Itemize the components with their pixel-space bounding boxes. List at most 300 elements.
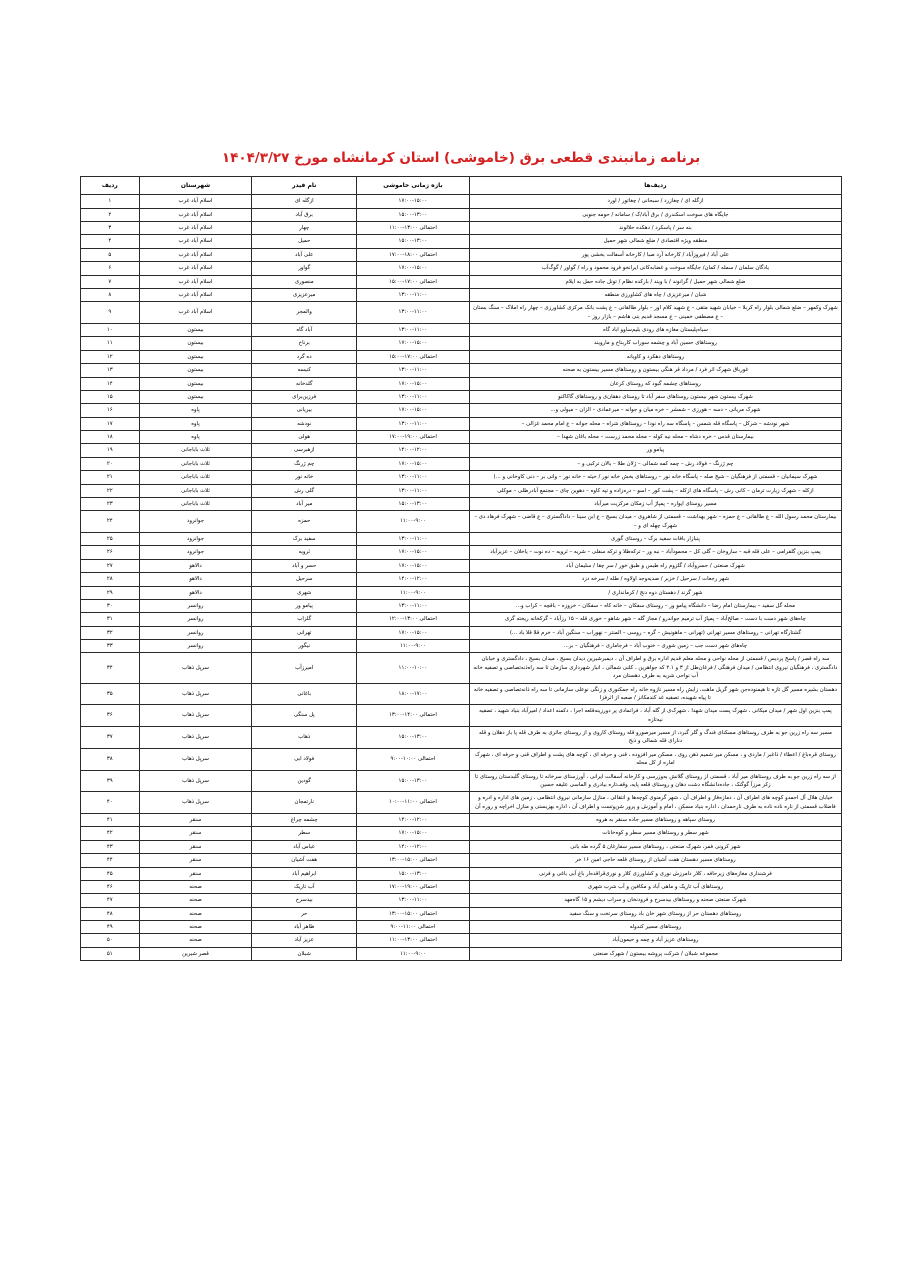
table-header-row (81, 177, 842, 195)
cell-feeder-name: چشمه چراغ (252, 814, 357, 827)
cell-city: بیستون (139, 377, 252, 390)
cell-feeder-name: ظاهر آباد (252, 921, 357, 934)
cell-rows: بیمارستان محمد رسول الله – ع طالقانی – ع حمزه – شهر بهداشت – قسمتی از شاهروی – میدان بسیج – ع ابن سینا – داداگستری – ع قاضی – شهرک فرهاد دی – شهرک چهله ای و – (469, 511, 841, 533)
table-row (81, 431, 842, 444)
cell-feeder-name: عباس آباد (252, 840, 357, 853)
cell-rows: جایگاه های سوخت اسکندری / برق آباد/ک / سامانه / حومه جنوبی (469, 208, 841, 221)
cell-rows: گشتارگاه تهرانی – روستاهای مسیر تهرانی (تهرانی – ماهونیش – گره – روسی – المنتر – نهوراب – سنگین آباد – خرم قلا قلا باد ...) (469, 626, 841, 639)
cell-outage-window: ۱۳:۰۰-۱۱:۰۰ (356, 324, 469, 337)
cell-city: ثلاث باباجانی (139, 484, 252, 497)
cell-index: ۱۷ (81, 417, 140, 430)
cell-city: اسلام آباد غرب (139, 195, 252, 208)
cell-rows: ضلع شمالی شهر حمیل / گرانوند / با ویند / بارکده نظام / تونل جاده حمل به ایلام (469, 275, 841, 288)
cell-city: قصر شیرین (139, 947, 252, 960)
cell-index: ۳۳ (81, 640, 140, 653)
cell-outage-window: ۱۳:۰۰-۱۱:۰۰ (356, 484, 469, 497)
cell-rows: شهرک سیمانیان – قسمتی از فرهنگیان – شیخ صله – پاسگاه خانه نور – روستاهای بخش خانه نور / حیثه – خانه نور – وانی بر – دنی کاوخانی و ...) (469, 471, 841, 484)
table-row (81, 653, 842, 683)
cell-rows: شهر رجعات / سرحیل / خزبر / صدیه‌وجد اولاوه / طله / سرخه دزد (469, 573, 841, 586)
cell-feeder-name: برناخ (252, 337, 357, 350)
cell-feeder-name: منصوری (252, 275, 357, 288)
cell-city: سرپل ذهاب (139, 770, 252, 792)
cell-index: ۷ (81, 275, 140, 288)
cell-index: ۴۳ (81, 840, 140, 853)
cell-feeder-name: کنیسه (252, 364, 357, 377)
cell-rows: شهر کرونی فمر، شهرک صنعتی ، روستاهای مسیر سفارغان ۵ گرده طه بانی (469, 840, 841, 853)
table-row (81, 457, 842, 470)
cell-outage-window: ۱۷:۰۰-۱۵:۰۰ (356, 626, 469, 639)
cell-index: ۲۸ (81, 573, 140, 586)
cell-feeder-name: ابراهیم آباد (252, 867, 357, 880)
cell-index: ۳۲ (81, 626, 140, 639)
cell-rows: روستاهای دهکرد و کاویانه (469, 350, 841, 363)
cell-rows: روستاهای حسین آباد و چشمه سوراب کاربناخ و مارویند (469, 337, 841, 350)
cell-feeder-name: حر (252, 907, 357, 920)
cell-rows: سه راه قصر / پاسخ پردیس / قسمتی از محله نواحی و محله معلم قدیم اداره برق و اطراف آن ، دیمبر‌شیرین دیدان بسیج ، میدان بسیج ، دادگستری و خیابان دادگستری ، فرهنگیان نیروی انتظامی / میدان فرهنگی / فرغان‌طل از ۳ و ۲.۱ که جواهرین ، کلنی شمالی ، انبار شهرداری سازمان تا سه راه‌ذنه‌تصاصی و تصفیه خانه آب نواحی شریه به طرف دهستان مرد (469, 653, 841, 683)
cell-feeder-name: آباد گاه (252, 324, 357, 337)
cell-city: دالاهو (139, 573, 252, 586)
table-row (81, 275, 842, 288)
cell-outage-window: احتمالی ۱۴:۰۰-۱۳:۰۰ (356, 705, 469, 727)
cell-rows: خیابان هلال آل احمدو کوچه های اطراف آن ، دمازه‌فاز و اطراف آن ، شهر گرمنوی کوچه‌ها و انتقالی ، منازل سازمانی نیروی انتظامی ، زمین های اداره و ادره و فاضلاب قسمتی از ناره ناده ناده به طرف نارحمدان ، اداره بنیاد مسکن ، امام و آموزش و پرور شن‌وتست و اطراف آن ، اداره بهزیستی و منازل اخراچه و روره آن (469, 792, 841, 814)
cell-rows: ازکله – شهرک زیارت ترمان – کانی رش – پاسگاه های ازکله – پشت کور – اسو – دره‌زاده و تپه کاوه – دهوین چای – مجتمع آبادرطلی – موکلی (469, 484, 841, 497)
cell-outage-window: ۱۵:۰۰-۱۳:۰۰ (356, 497, 469, 510)
cell-index: ۴۶ (81, 880, 140, 893)
cell-city: سرپل ذهاب (139, 792, 252, 814)
cell-index: ۴۴ (81, 854, 140, 867)
cell-index: ۳ (81, 222, 140, 235)
cell-index: ۳۴ (81, 653, 140, 683)
table-row (81, 417, 842, 430)
column-header-window: بازه زمانی خاموشی (356, 177, 469, 195)
cell-rows: غورباق شهرک اثر فرد / مرداد قر هنگی بیستون و روستاهای مسیر بیستون به صحنه (469, 364, 841, 377)
cell-outage-window: ۱۷:۰۰-۱۵:۰۰ (356, 337, 469, 350)
cell-outage-window: ۱۳:۰۰-۱۱:۰۰ (356, 533, 469, 546)
cell-feeder-name: میرعزیزی (252, 288, 357, 301)
cell-feeder-name: ثرویه (252, 546, 357, 559)
cell-feeder-name: ازهبرسی (252, 444, 357, 457)
cell-rows: شهر گرند / دهستان دوه دنج / کرمانداری / (469, 586, 841, 599)
table-row (81, 235, 842, 248)
cell-outage-window: ۱۴:۰۰-۱۲:۰۰ (356, 840, 469, 853)
cell-rows: شبان / میرعزیزی / چاه های کشاورزی منطقه (469, 288, 841, 301)
cell-outage-window: ۱۱:۰۰-۹:۰۰ (356, 947, 469, 960)
cell-index: ۳۵ (81, 683, 140, 705)
cell-outage-window: ۱۷:۰۰-۱۵:۰۰ (356, 262, 469, 275)
cell-index: ۲۳ (81, 497, 140, 510)
cell-city: روانسر (139, 626, 252, 639)
cell-index: ۹ (81, 302, 140, 324)
cell-city: صحنه (139, 880, 252, 893)
table-row (81, 377, 842, 390)
cell-rows: علی آباد / فیروزآباد / کارخانه آرد صبا / کارخانه آسفالت بخشی پور (469, 248, 841, 261)
cell-feeder-name: تهرانی (252, 626, 357, 639)
cell-outage-window: ۱۳:۰۰-۱۱:۰۰ (356, 302, 469, 324)
cell-feeder-name: امیرزآب (252, 653, 357, 683)
cell-rows: شهرک مریانی – دسه – هورزی – شمشر – خره میان و جوانه – میرعمادی – الزان – میولی و... (469, 404, 841, 417)
table-row (81, 840, 842, 853)
cell-city: ثلاث باباجانی (139, 444, 252, 457)
cell-index: ۱۰ (81, 324, 140, 337)
cell-index: ۴۷ (81, 894, 140, 907)
cell-city: سرپل ذهاب (139, 748, 252, 770)
cell-city: روانسر (139, 599, 252, 612)
cell-city: اسلام آباد غرب (139, 208, 252, 221)
cell-rows: سیاه‌پلیستان مغازه های رودی بلیم‌ساوو اباد گاه (469, 324, 841, 337)
cell-feeder-name: هفت آشیان (252, 854, 357, 867)
cell-city: پاوه (139, 431, 252, 444)
cell-outage-window: ۱۳:۰۰-۱۱:۰۰ (356, 417, 469, 430)
cell-index: ۴۲ (81, 827, 140, 840)
cell-index: ۴۵ (81, 867, 140, 880)
cell-index: ۱۸ (81, 431, 140, 444)
cell-feeder-name: بیریانی (252, 404, 357, 417)
cell-city: بیستون (139, 390, 252, 403)
cell-outage-window: ۱۳:۰۰-۱۱:۰۰ (356, 471, 469, 484)
cell-city: پاوه (139, 417, 252, 430)
cell-rows: منطقه ویژه اقتصادی / ضلع شمالی شهر حمیل (469, 235, 841, 248)
cell-index: ۲۰ (81, 457, 140, 470)
cell-outage-window: ۱۸:۰۰-۱۷:۰۰ (356, 683, 469, 705)
cell-outage-window: ۱۱:۰۰-۱۰:۰۰ (356, 653, 469, 683)
cell-outage-window: ۱۷:۰۰-۱۵:۰۰ (356, 457, 469, 470)
cell-outage-window: ۱۷:۰۰-۱۵:۰۰ (356, 404, 469, 417)
cell-index: ۵۰ (81, 934, 140, 947)
table-row (81, 302, 842, 324)
table-row (81, 683, 842, 705)
cell-rows: روستاهای دهستان حر از روستای شهر خان باد روستای سرتخت و سنگ سفید (469, 907, 841, 920)
cell-city: صحنه (139, 894, 252, 907)
cell-outage-window: احتمالی ۱۰:۰۰-۹:۰۰ (356, 748, 469, 770)
cell-city: روانسر (139, 613, 252, 626)
cell-city: صحنه (139, 934, 252, 947)
cell-rows: شهر سطر و روستاهای مسیر سطر و کوه‌خانات (469, 827, 841, 840)
table-row (81, 613, 842, 626)
cell-rows: بنه سر / پاسکرد / دهکده حلالوند (469, 222, 841, 235)
cell-index: ۵۱ (81, 947, 140, 960)
cell-feeder-name: پیامو ور (252, 599, 357, 612)
cell-rows: پمپ بنزین گلفرامی – علی قله قبه – ساروخان – گلی کل – محمودآباد – نبه ور – ترکه‌طلا و ترکه سفلی – شریه – ثرویه – ده نوت – یاخلان – عزیزآباد (469, 546, 841, 559)
cell-city: سنقر (139, 867, 252, 880)
table-row (81, 894, 842, 907)
cell-city: صحنه (139, 907, 252, 920)
cell-index: ۴۰ (81, 792, 140, 814)
cell-city: ثلاث باباجانی (139, 457, 252, 470)
table-row (81, 727, 842, 749)
cell-rows: روستاهای عزیز آباد و چمه و حیمون‌آباد (469, 934, 841, 947)
cell-outage-window: ۱۷:۰۰-۱۵:۰۰ (356, 377, 469, 390)
cell-outage-window: ۱۷:۰۰-۱۵:۰۰ (356, 195, 469, 208)
cell-index: ۸ (81, 288, 140, 301)
table-row (81, 471, 842, 484)
outage-schedule-table (80, 176, 842, 961)
cell-city: بیستون (139, 324, 252, 337)
cell-rows: شهرک وکمهر – ضلع شمالی بلوار راه کربلا – خیابان شهید متقی – ع شهید کلام اور – بلوار طالقانی – ع پشت بانک مرکزی کشاورزی – چهار راه املاک – سنگ بستان – ع مصطفی خمینی – ع مسجد قدیم بنی هاشم – بازار روز – (469, 302, 841, 324)
cell-feeder-name: ذهاب (252, 727, 357, 749)
cell-feeder-name: نودشه (252, 417, 357, 430)
cell-city: بیستون (139, 337, 252, 350)
table-row (81, 533, 842, 546)
cell-index: ۵ (81, 248, 140, 261)
cell-index: ۳۸ (81, 748, 140, 770)
cell-city: جوانرود (139, 533, 252, 546)
cell-outage-window: احتمالی ۱۳:۰۰-۱۱:۰۰ (356, 222, 469, 235)
cell-rows: روستاهای چشمه گبود که روستای کرعان (469, 377, 841, 390)
cell-city: سرپل ذهاب (139, 653, 252, 683)
cell-rows: مسیر سه راه زرین جو به طرف روستاهای مسکنای فندگ و گلر گبرد، از مسیر میرصورو قله روستای کاروی و از روستای جائری به طرف قله پا باز دهلان و قله دنارای قله شمالی و ذبح (469, 727, 841, 749)
cell-feeder-name: پل سنگی (252, 705, 357, 727)
cell-city: سرپل ذهاب (139, 727, 252, 749)
cell-outage-window: ۱۷:۰۰-۱۵:۰۰ (356, 559, 469, 572)
cell-index: ۲۹ (81, 586, 140, 599)
cell-rows: مجموعه شبلان / شرکت پروشه بیستون / شهرک صنعتی (469, 947, 841, 960)
table-row (81, 288, 842, 301)
table-row (81, 337, 842, 350)
column-header-index: ردیف (81, 177, 140, 195)
cell-outage-window: ۱۱:۰۰-۹:۰۰ (356, 511, 469, 533)
cell-city: روانسر (139, 640, 252, 653)
cell-rows: روستاهای مسیر کندوله (469, 921, 841, 934)
cell-feeder-name: میر آباد (252, 497, 357, 510)
cell-index: ۱۵ (81, 390, 140, 403)
cell-feeder-name: گودین (252, 770, 357, 792)
cell-outage-window: احتمالی ۱۱:۰۰-۹:۰۰ (356, 921, 469, 934)
table-row (81, 222, 842, 235)
cell-feeder-name: گلزاب (252, 613, 357, 626)
cell-city: اسلام آباد غرب (139, 235, 252, 248)
table-row (81, 262, 842, 275)
cell-city: ثلاث باباجانی (139, 471, 252, 484)
cell-outage-window: احتمالی ۱۹:۰۰-۱۷:۰۰ (356, 431, 469, 444)
table-row (81, 854, 842, 867)
cell-feeder-name: نارتمجان (252, 792, 357, 814)
cell-feeder-name: ده گرد (252, 350, 357, 363)
cell-feeder-name: شبلان (252, 947, 357, 960)
cell-outage-window: احتمالی ۱۳:۰۰-۱۲:۰۰ (356, 613, 469, 626)
cell-index: ۳۶ (81, 705, 140, 727)
cell-feeder-name: سرحیل (252, 573, 357, 586)
cell-city: سنقر (139, 840, 252, 853)
table-row (81, 324, 842, 337)
cell-rows: یادگان سلمان / سمله / کمان/ جایگاه سوخت و غضابه‌کانی ایرانخو فرود محمود و راه / گواور / گوگ‌آب (469, 262, 841, 275)
cell-feeder-name: گلدخانه (252, 377, 357, 390)
table-row (81, 947, 842, 960)
cell-outage-window: ۱۳:۰۰-۱۱:۰۰ (356, 288, 469, 301)
cell-feeder-name: چهار (252, 222, 357, 235)
cell-outage-window: ۱۴:۰۰-۱۲:۰۰ (356, 814, 469, 827)
cell-city: جوانرود (139, 546, 252, 559)
cell-index: ۳۷ (81, 727, 140, 749)
table-row (81, 559, 842, 572)
cell-index: ۴۸ (81, 907, 140, 920)
cell-index: ۴۱ (81, 814, 140, 827)
cell-outage-window: ۱۳:۰۰-۱۱:۰۰ (356, 894, 469, 907)
table-row (81, 640, 842, 653)
cell-city: بیستون (139, 350, 252, 363)
cell-rows: دهستان بشیره مسیر گل تازه تا هیمنوده‌جن شهر گریل ماهت، زایش راه مسیر نازوه خانه راه جمکنوری و زنگی نوعلی سازمانی تا سه راه ذانه‌تصاصی و تصفیه خانه تا پیاه شهیده، تصفیه غد کندمکانز / صعبه از اثرفزا (469, 683, 841, 705)
cell-feeder-name: والمجر (252, 302, 357, 324)
cell-city: جوانرود (139, 511, 252, 533)
table-row (81, 350, 842, 363)
cell-outage-window: ۱۳:۰۰-۱۱:۰۰ (356, 364, 469, 377)
cell-outage-window: ۱۵:۰۰-۱۳:۰۰ (356, 727, 469, 749)
table-row (81, 827, 842, 840)
cell-city: سنقر (139, 827, 252, 840)
cell-city: سنقر (139, 854, 252, 867)
cell-index: ۲۴ (81, 511, 140, 533)
cell-outage-window: ۱۳:۰۰-۱۱:۰۰ (356, 390, 469, 403)
cell-rows: روستای سپاهه و روستاهای مسیر جاده سنقر به هروه (469, 814, 841, 827)
cell-feeder-name: بیدسرخ (252, 894, 357, 907)
cell-index: ۱۳ (81, 364, 140, 377)
cell-rows: مسیر روستای ایواره – پمپاژ آب زمکان مرکزیت میرآباد (469, 497, 841, 510)
cell-index: ۲۲ (81, 484, 140, 497)
column-header-rows: ردیف‌ها (469, 177, 841, 195)
cell-feeder-name: چم ژرنگ (252, 457, 357, 470)
cell-feeder-name: علی آباد (252, 248, 357, 261)
cell-feeder-name: هولی (252, 431, 357, 444)
cell-outage-window: ۱۵:۰۰-۱۳:۰۰ (356, 770, 469, 792)
cell-outage-window: احتمالی ۱۹:۰۰-۱۷:۰۰ (356, 880, 469, 893)
cell-feeder-name: نیگور (252, 640, 357, 653)
table-row (81, 208, 842, 221)
table-row (81, 364, 842, 377)
table-row (81, 484, 842, 497)
table-row (81, 248, 842, 261)
cell-outage-window: ۱۷:۰۰-۱۵:۰۰ (356, 546, 469, 559)
cell-rows: شهرک صنعتی صحنه و روستاهای بیدسرخ و فرودنخان و سراب دیشم و ۱۵ گاه‌مهد (469, 894, 841, 907)
cell-city: پاوه (139, 404, 252, 417)
table-row (81, 546, 842, 559)
cell-feeder-name: سفید برک (252, 533, 357, 546)
cell-city: اسلام آباد غرب (139, 262, 252, 275)
cell-index: ۴ (81, 235, 140, 248)
cell-feeder-name: عزیز آباد (252, 934, 357, 947)
table-row (81, 404, 842, 417)
cell-index: ۱۴ (81, 377, 140, 390)
cell-feeder-name: گواور (252, 262, 357, 275)
cell-feeder-name: سطر (252, 827, 357, 840)
cell-feeder-name: باغانی (252, 683, 357, 705)
table-row (81, 792, 842, 814)
cell-feeder-name: ازگله ای (252, 195, 357, 208)
cell-index: ۱۱ (81, 337, 140, 350)
cell-outage-window: احتمالی ۱۸:۰۰-۱۷:۰۰ (356, 248, 469, 261)
cell-outage-window: ۱۱:۰۰-۹:۰۰ (356, 586, 469, 599)
table-row (81, 444, 842, 457)
table-row (81, 907, 842, 920)
cell-outage-window: احتمالی ۱۵:۰۰-۱۳:۰۰ (356, 907, 469, 920)
cell-rows: پیامو ور (469, 444, 841, 457)
cell-outage-window: احتمالی ۱۱:۰۰-۱۰:۰۰ (356, 792, 469, 814)
cell-city: اسلام آباد غرب (139, 222, 252, 235)
cell-outage-window: ۱۵:۰۰-۱۳:۰۰ (356, 235, 469, 248)
table-row (81, 599, 842, 612)
page-title: برنامه زمانبندی قطعی برق (خاموشی) استان کرمانشاه مورخ ۱۴۰۴/۳/۲۷ (221, 150, 701, 166)
cell-outage-window: ۱۴:۰۰-۱۲:۰۰ (356, 573, 469, 586)
cell-feeder-name: خانه نور (252, 471, 357, 484)
cell-outage-window: ۱۵:۰۰-۱۳:۰۰ (356, 208, 469, 221)
cell-city: صحنه (139, 921, 252, 934)
column-header-city: شهرستان (139, 177, 252, 195)
cell-feeder-name: فرزین‌برای (252, 390, 357, 403)
cell-index: ۴۹ (81, 921, 140, 934)
cell-index: ۳۹ (81, 770, 140, 792)
table-row (81, 705, 842, 727)
cell-city: بیستون (139, 364, 252, 377)
column-header-feeder: نام فیدر (252, 177, 357, 195)
cell-outage-window: احتمالی ۱۵:۰۰-۱۳:۰۰ (356, 854, 469, 867)
cell-index: ۶ (81, 262, 140, 275)
cell-rows: فرشنداری مغازه‌های زیرحافه ، کلار دامرزش نوری و کشاورزی کلار و نوری‌قراقده‌ار باغ آبی باغی و فرنی (469, 867, 841, 880)
cell-city: اسلام آباد غرب (139, 302, 252, 324)
cell-outage-window: ۱۳:۰۰-۱۱:۰۰ (356, 599, 469, 612)
cell-outage-window: احتمالی ۱۳:۰۰-۱۱:۰۰ (356, 934, 469, 947)
cell-city: سرپل ذهاب (139, 705, 252, 727)
cell-index: ۲۶ (81, 546, 140, 559)
cell-city: ثلاث باباجانی (139, 497, 252, 510)
cell-index: ۲ (81, 208, 140, 221)
cell-rows: ازگله ای / چغازرد / سبحانی / چغاتور / اورد (469, 195, 841, 208)
table-row (81, 748, 842, 770)
cell-index: ۱ (81, 195, 140, 208)
cell-rows: پنبازار بافات سفید برک – روستای گوری (469, 533, 841, 546)
cell-city: سنقر (139, 814, 252, 827)
cell-rows: چاه‌های شهر دست جب – زمین شوری – خنوب آباد – فرجاماری – فرهنگیان – بر... (469, 640, 841, 653)
table-body (81, 195, 842, 961)
cell-city: دالاهو (139, 586, 252, 599)
cell-city: سرپل ذهاب (139, 683, 252, 705)
cell-rows: روستاهای آب تاریک و ماهی آباد و مکافین و آب شرب شهری (469, 880, 841, 893)
cell-city: اسلام آباد غرب (139, 288, 252, 301)
cell-outage-window: ۱۱:۰۰-۹:۰۰ (356, 640, 469, 653)
cell-rows: محله گل سفید – بیمارستان امام رضا – دانشگاه پیامو ور – روستای سفکان – خانه کاه – سفکان – خروزه – باقچه – کراب و... (469, 599, 841, 612)
cell-outage-window: ۱۴:۰۰-۱۲:۰۰ (356, 444, 469, 457)
table-row (81, 390, 842, 403)
cell-index: ۲۵ (81, 533, 140, 546)
cell-rows: روستای قره‌باغ / اعطاء / ذاغبر / ماردی و ، مسکن میر شمیم ذهن روی ، مسکن میر افزوده ، قنی و حرفه ای ، کوچه های پشت و اطراف قنی و حرفه ای ، شهرک اماره از کل محله (469, 748, 841, 770)
cell-rows: چاه‌های شهر دست با دست – صالح‌آباد – پمپاژ آب ترمیم جواندرو / مجاز گله – شهر شاهو – خوری قله – ۱۵ رزآباد – گرکخانه ریخته گری (469, 613, 841, 626)
cell-city: اسلام آباد غرب (139, 275, 252, 288)
table-row (81, 880, 842, 893)
cell-feeder-name: حمیل (252, 235, 357, 248)
cell-rows: از سه راه زرین جو به طرف روستاهای میر آباد ، قسمتی از روستای گلانش به‌وزرسی و کارخانه آسفالت ایرانی ، آورزستای سرخانه تا روستای گلبدستان روستای تا زکر مرزآ گوگنک ، جاده‌دانشگاه دشت دهان و روستای قلعه پایه، وقف‌تاره بیادری و الماسی علیقه حسین (469, 770, 841, 792)
cell-index: ۳۰ (81, 599, 140, 612)
table-row (81, 921, 842, 934)
cell-rows: شهر نودشه – شرکل – پاسگاه قله شمس – پاسگاه سه راه نودا – روستاهای شراه – محله جوانه – ع امام محمد غزالی – (469, 417, 841, 430)
cell-rows: شهرک صنعتی / حسروآباد / گلزوم راه طبس و طبق خور / سر چقا / سلیمان آباد (469, 559, 841, 572)
cell-feeder-name: حسر و آباد (252, 559, 357, 572)
cell-rows: پمپ بنزین اول شهر / میدان میکانی ، شهرک پست میدان شهدا ، شهرک‌ی از گله آباد ، فرانمادی پر دورزینه‌قلعه اجرا ، دکمنه اعداد / امیرآباد بنیاد شهید ، تصفیه نیه‌تازه (469, 705, 841, 727)
table-header (81, 177, 842, 195)
cell-index: ۲۱ (81, 471, 140, 484)
table-row (81, 511, 842, 533)
cell-index: ۱۹ (81, 444, 140, 457)
table-row (81, 626, 842, 639)
cell-index: ۱۶ (81, 404, 140, 417)
cell-index: ۲۷ (81, 559, 140, 572)
cell-city: دالاهو (139, 559, 252, 572)
cell-feeder-name: فولاد ابی (252, 748, 357, 770)
cell-feeder-name: شهری (252, 586, 357, 599)
cell-index: ۳۱ (81, 613, 140, 626)
cell-rows: بیمارستان قدس – خره دشاه – محله نیه کوله – محله محمد زرست – محله باغان شهدا – (469, 431, 841, 444)
table-row (81, 195, 842, 208)
table-row (81, 497, 842, 510)
table-row (81, 867, 842, 880)
cell-rows: چم ژرنگ – فولاد رش – چمه کمه شمالی – ژلان طلا – بالان ترکبی و – (469, 457, 841, 470)
cell-outage-window: ۱۷:۰۰-۱۵:۰۰ (356, 827, 469, 840)
